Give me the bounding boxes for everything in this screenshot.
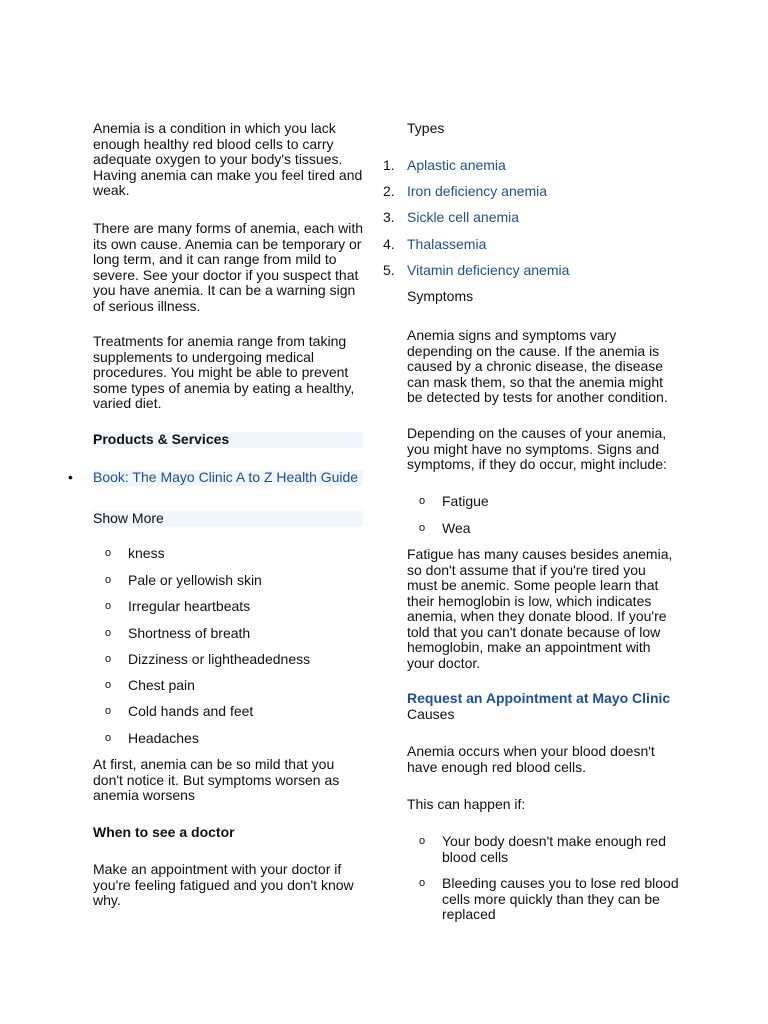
- bullet-icon: •: [68, 469, 73, 485]
- symptom-list-item: o Cold hands and feet: [105, 703, 254, 719]
- circle-bullet-icon: o: [105, 679, 112, 691]
- symptom-list-item: o Shortness of breath: [105, 625, 251, 641]
- type-link[interactable]: Iron deficiency anemia: [407, 183, 548, 199]
- show-more-button[interactable]: Show More: [93, 511, 363, 527]
- types-list-item[interactable]: 5. Vitamin deficiency anemia: [383, 262, 570, 278]
- causes-heading: Causes: [407, 706, 455, 722]
- type-link[interactable]: Sickle cell anemia: [407, 209, 520, 225]
- circle-bullet-icon: o: [419, 522, 426, 534]
- circle-bullet-icon: o: [419, 495, 426, 507]
- symptom-list-item: o Pale or yellowish skin: [105, 572, 262, 588]
- types-list-item[interactable]: 3. Sickle cell anemia: [383, 209, 520, 225]
- causes-paragraph: Anemia occurs when your blood doesn't have enough red blood cells.: [407, 743, 655, 775]
- doctor-heading: When to see a doctor: [93, 824, 235, 840]
- symptom-list-item: o Wea: [419, 520, 471, 536]
- symptom-list-item: o Dizziness or lightheadedness: [105, 651, 311, 667]
- intro-paragraph-3: Treatments for anemia range from taking supplements to undergoing medical procedures. You might be able to prevent some types of anemia by eating a healthy, varied diet.: [93, 333, 355, 411]
- symptom-list-item: o Headaches: [105, 730, 199, 746]
- circle-bullet-icon: o: [105, 600, 112, 612]
- circle-bullet-icon: o: [105, 627, 112, 639]
- symptom-list-item: o Fatigue: [419, 493, 489, 509]
- symptom-list-item: o kness: [105, 545, 165, 561]
- book-link[interactable]: Book: The Mayo Clinic A to Z Health Guide: [93, 469, 359, 485]
- happen-text: This can happen if:: [407, 796, 526, 812]
- circle-bullet-icon: o: [105, 574, 112, 586]
- types-heading: Types: [407, 120, 445, 136]
- types-list-item[interactable]: 4. Thalassemia: [383, 236, 487, 252]
- circle-bullet-icon: o: [419, 877, 426, 889]
- intro-paragraph-1: Anemia is a condition in which you lack enough healthy red blood cells to carry adequate oxygen to your body's tissues. Having anemia can make you feel tired and weak.: [93, 120, 363, 198]
- fatigue-paragraph: Fatigue has many causes besides anemia, so don't assume that if you're tired you must be anemic. Some people learn that their hemoglobin is low, which indicates anemia, when they donate blood. If you're told that you can't donate because of low hemoglobin, make an appointment with your doctor.: [407, 546, 673, 671]
- types-list-item[interactable]: 1. Aplastic anemia: [383, 157, 506, 173]
- symptoms-heading: Symptoms: [407, 288, 474, 304]
- worsens-paragraph: At first, anemia can be so mild that you don't notice it. But symptoms worsen as anemia worsens: [93, 756, 340, 803]
- cause-list-item: o Bleeding causes you to lose red blood cells more quickly than they can be replaced: [419, 875, 679, 922]
- type-link[interactable]: Aplastic anemia: [407, 157, 506, 173]
- symptoms-paragraph-1: Anemia signs and symptoms vary depending on the cause. If the anemia is caused by a chronic disease, the disease can mask them, so that the anemia might be detected by tests for another condition.: [407, 327, 668, 405]
- types-list-item[interactable]: 2. Iron deficiency anemia: [383, 183, 548, 199]
- type-link[interactable]: Thalassemia: [407, 236, 487, 252]
- type-link[interactable]: Vitamin deficiency anemia: [407, 262, 570, 278]
- intro-paragraph-2: There are many forms of anemia, each with its own cause. Anemia can be temporary or long term, and it can range from mild to severe. See your doctor if you suspect that you have anemia. It can be a warning sign of serious illness.: [93, 220, 364, 314]
- appointment-link[interactable]: Request an Appointment at Mayo Clinic: [407, 690, 671, 706]
- products-heading: Products & Services: [93, 432, 363, 448]
- circle-bullet-icon: o: [105, 705, 112, 717]
- doctor-paragraph: Make an appointment with your doctor if you're feeling fatigued and you don't know why.: [93, 861, 354, 908]
- symptom-list-item: o Chest pain: [105, 677, 195, 693]
- book-list-item[interactable]: [68, 469, 363, 486]
- circle-bullet-icon: o: [105, 653, 112, 665]
- circle-bullet-icon: o: [105, 547, 112, 559]
- circle-bullet-icon: o: [105, 732, 112, 744]
- cause-list-item: o Your body doesn't make enough red blood cells: [419, 833, 666, 865]
- circle-bullet-icon: o: [419, 835, 426, 847]
- symptom-list-item: o Irregular heartbeats: [105, 598, 251, 614]
- symptoms-paragraph-2: Depending on the causes of your anemia, you might have no symptoms. Signs and symptoms, if they do occur, might include:: [407, 425, 667, 472]
